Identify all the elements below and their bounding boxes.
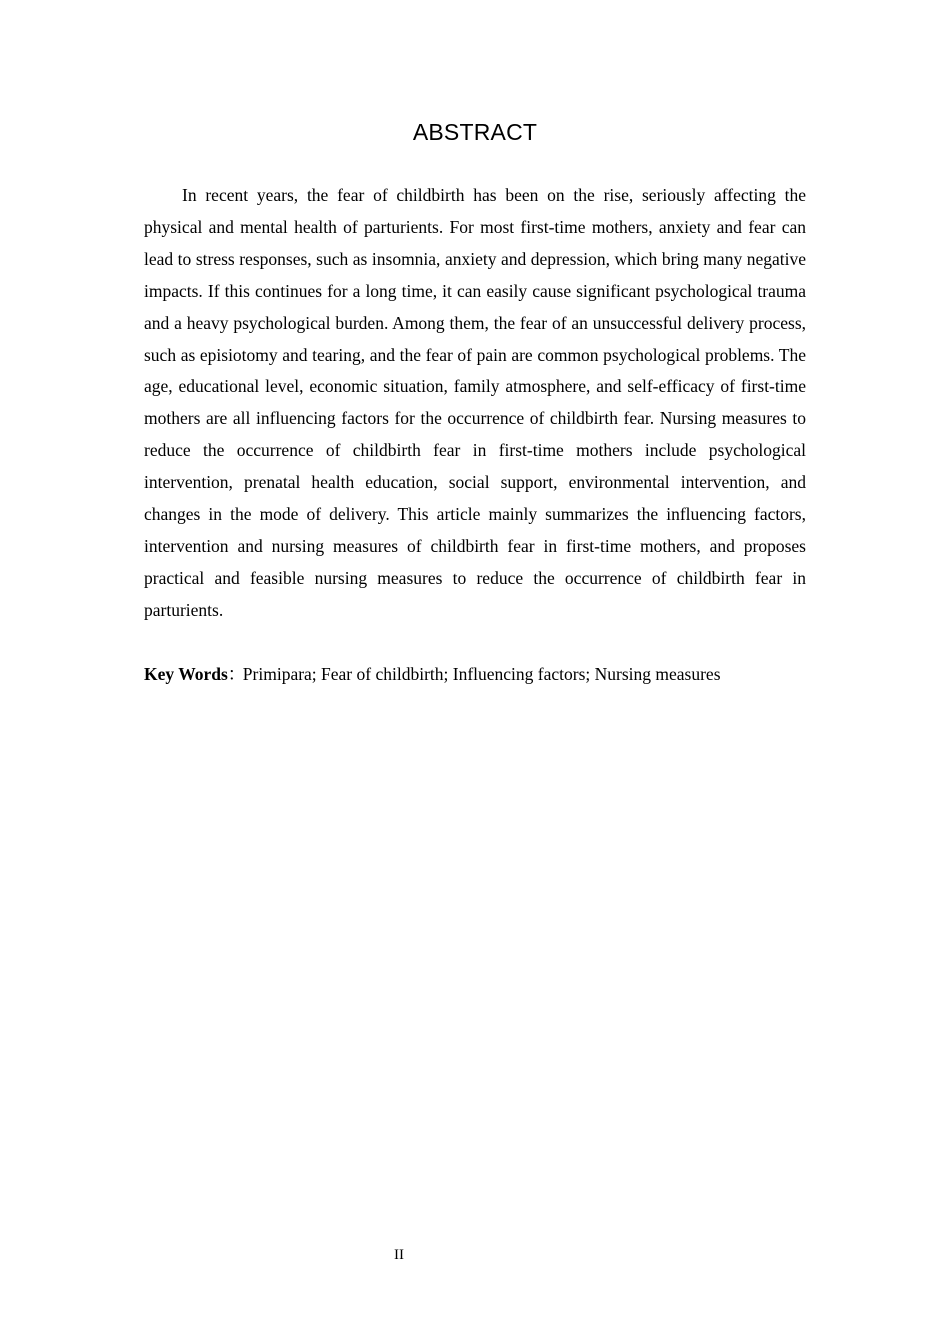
keywords-line <box>144 659 844 691</box>
abstract-title: ABSTRACT <box>412 119 538 145</box>
page-number: II <box>394 1247 404 1263</box>
keywords-label: Key Words <box>144 664 228 684</box>
keywords-separator: ： <box>227 664 246 684</box>
abstract-paragraph: In recent years, the fear of childbirth has been on the rise, seriously affecting the physical and mental health of parturients. For most first-time mothers, anxiety and fear can lead to stress responses, such as insomnia, anxiety and depression, which bring many negative impacts. If this continues for a long time, it can easily cause significant psychological trauma and a heavy psychological burden. Among them, the fear of an unsuccessful delivery process, such as episiotomy and tearing, and the fear of pain are common psychological problems. The age, educational level, economic situation, family atmosphere, and self-efficacy of first-time mothers are all influencing factors for the occurrence of childbirth fear. Nursing measures to reduce the occurrence of childbirth fear in first-time mothers include psychological intervention, prenatal health education, social support, environmental intervention, and changes in the mode of delivery. This article mainly summarizes the influencing factors, intervention and nursing measures of childbirth fear in first-time mothers, and proposes practical and feasible nursing measures to reduce the occurrence of childbirth fear in parturients. <box>144 185 806 620</box>
keywords-value: Primipara; Fear of childbirth; Influencing factors; Nursing measures <box>242 664 721 684</box>
